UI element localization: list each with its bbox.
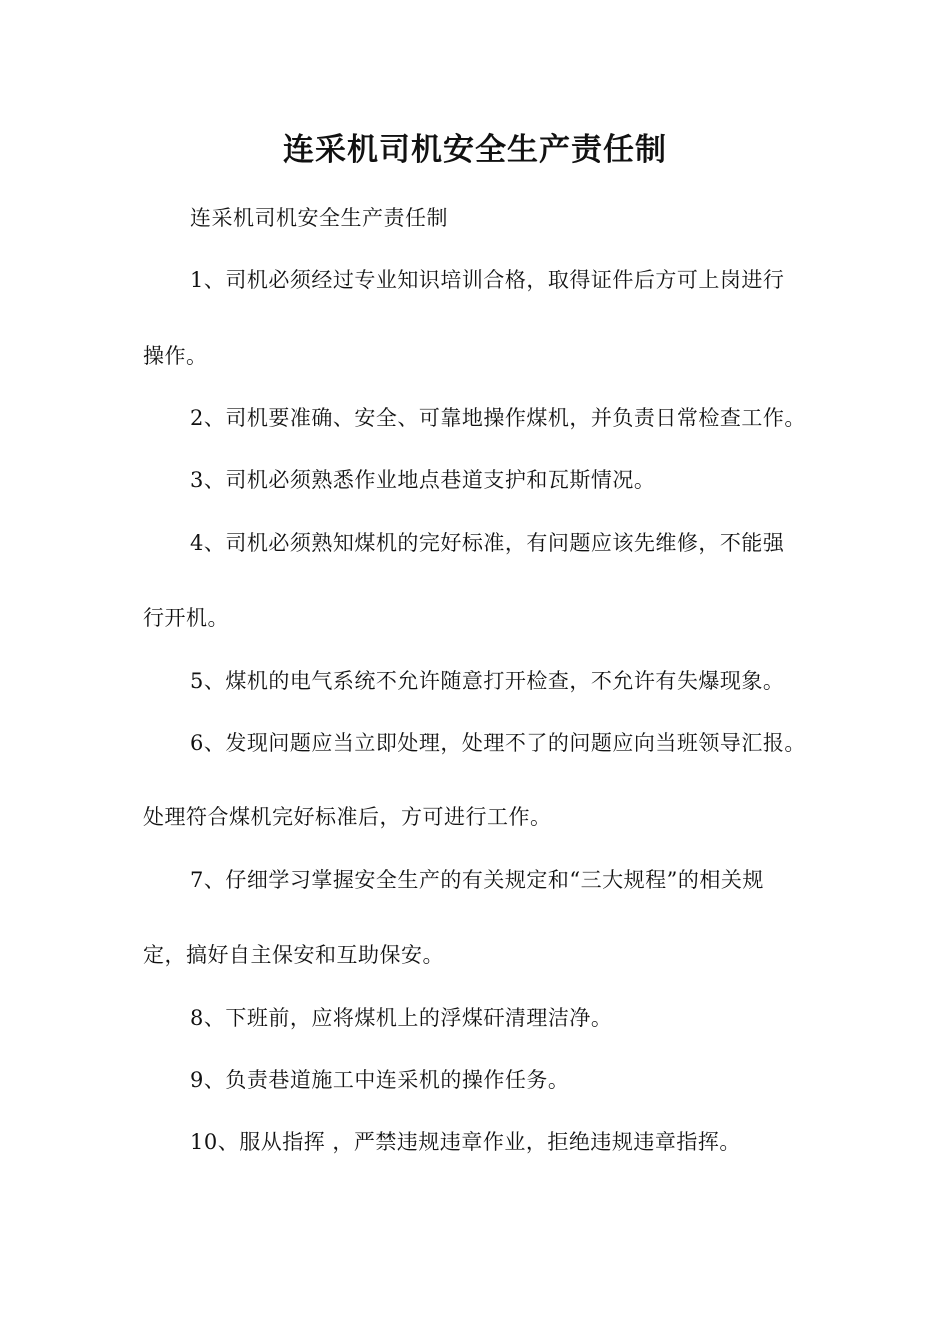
document-title: 连采机司机安全生产责任制 <box>283 132 667 168</box>
item-10-line: 10、服从指挥 ，严禁违规违章作业，拒绝违规违章指挥。 <box>190 1130 741 1154</box>
item-7-line-1: 7、仔细学习掌握安全生产的有关规定和“三大规程”的相关规 <box>190 868 764 892</box>
item-9-line: 9、负责巷道施工中连采机的操作任务。 <box>190 1068 570 1092</box>
item-1-line-2: 操作。 <box>143 344 208 368</box>
item-8-line: 8、下班前，应将煤机上的浮煤矸清理洁净。 <box>190 1006 613 1030</box>
item-7-line-2: 定，搞好自主保安和互助保安。 <box>143 943 444 967</box>
item-2-line: 2、司机要准确、安全、可靠地操作煤机，并负责日常检查工作。 <box>190 406 806 430</box>
item-4-line-1: 4、司机必须熟知煤机的完好标准，有问题应该先维修，不能强 <box>190 531 785 555</box>
subtitle-line: 连采机司机安全生产责任制 <box>190 206 448 230</box>
item-4-line-2: 行开机。 <box>143 606 229 630</box>
item-5-line: 5、煤机的电气系统不允许随意打开检查，不允许有失爆现象。 <box>190 669 785 693</box>
item-6-line-1: 6、发现问题应当立即处理，处理不了的问题应向当班领导汇报。 <box>190 731 806 755</box>
item-1-line-1: 1、司机必须经过专业知识培训合格，取得证件后方可上岗进行 <box>190 268 785 292</box>
item-6-line-2: 处理符合煤机完好标准后，方可进行工作。 <box>143 805 552 829</box>
item-3-line: 3、司机必须熟悉作业地点巷道支护和瓦斯情况。 <box>190 468 656 492</box>
